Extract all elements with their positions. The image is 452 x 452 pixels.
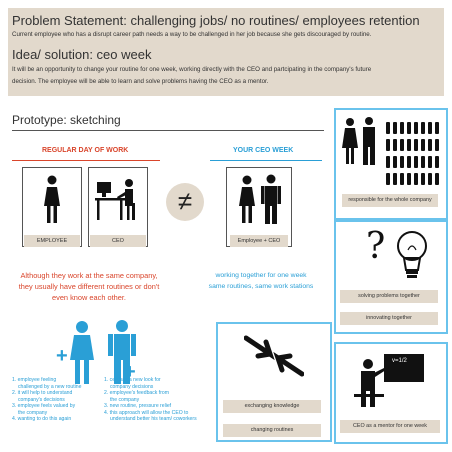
list-item: company's decisions	[18, 396, 65, 403]
ceo-week-title: YOUR CEO WEEK	[233, 147, 294, 154]
not-equal-icon: ≠	[166, 183, 204, 221]
list-item: challenged by a new routine	[18, 383, 82, 390]
responsible-card	[334, 108, 448, 220]
regular-description-line: they usually have different routines or don't	[18, 282, 160, 291]
list-item: 4. this approach will allow the CEO to	[104, 409, 189, 416]
innovating-label: innovating together	[340, 312, 438, 325]
list-item: the company	[110, 396, 140, 403]
regular-description-line: Although they work at the same company,	[20, 271, 158, 280]
ceo-week-description-line: same routines, same work stations	[208, 283, 314, 290]
plus-icon: +	[124, 361, 136, 383]
employee-ceo-label: Employee + CEO	[230, 235, 288, 247]
list-item: 2. employee's feedback from	[104, 390, 169, 396]
list-item: 1. ceo has a new look for	[104, 377, 161, 383]
regular-underline	[12, 160, 160, 161]
title-divider	[12, 130, 324, 131]
list-item: 3. employee feels valued by	[12, 403, 76, 409]
prototype-title: Prototype: sketching	[12, 113, 121, 127]
list-item: 2. it will help to understand	[12, 390, 73, 396]
exchange-arrows-icon	[244, 332, 304, 380]
problem-heading: Problem Statement: challenging jobs/ no routines/ employees retention	[12, 13, 420, 28]
ceo-benefits-list	[104, 377, 214, 423]
exchanging-card	[216, 322, 332, 442]
list-item: company decisions	[110, 383, 154, 390]
regular-day-title: REGULAR DAY OF WORK	[42, 147, 129, 154]
solving-label: solving problems together	[340, 290, 438, 303]
changing-label: changing routines	[223, 424, 321, 437]
regular-description-line: even know each other.	[52, 293, 126, 302]
responsible-label: responsible for the whole company	[342, 194, 438, 207]
board-formula: v=1/2	[392, 358, 407, 364]
list-item: 4. wanting to do this again	[12, 416, 72, 422]
ceo-at-desk-icon	[89, 168, 147, 234]
question-mark-icon: ?	[366, 226, 386, 267]
list-item: understand better his team/ coworkers	[110, 416, 197, 422]
woman-and-man-icon	[227, 168, 291, 234]
list-item: the company	[18, 409, 48, 416]
mentor-card	[334, 342, 448, 444]
ceo-week-description	[196, 270, 326, 292]
list-item: 3. new routine, pressure relief	[104, 403, 172, 409]
ceo-label: CEO	[90, 235, 146, 247]
teacher-board-icon	[350, 350, 430, 412]
team-people-icon	[336, 110, 446, 190]
woman-icon	[23, 168, 81, 234]
lightbulb-icon	[392, 226, 432, 288]
regular-description	[4, 270, 174, 303]
idea-text-2: decision. The employee will be able to learn and solve problems having the CEO as a mentor.	[12, 78, 269, 85]
list-item: 1. employee feeling	[12, 377, 57, 383]
idea-heading: Idea/ solution: ceo week	[12, 47, 152, 62]
solving-card	[334, 220, 448, 334]
exchanging-label: exchanging knowledge	[223, 400, 321, 413]
plus-icon: +	[56, 345, 68, 367]
mentor-label: CEO as a mentor for one week	[340, 420, 440, 433]
ceo-week-description-line: working together for one week	[215, 272, 307, 279]
employee-label: EMPLOYEE	[24, 235, 80, 247]
ceo-week-underline	[210, 160, 322, 161]
idea-text-1: It will be an opportunity to change your routine for one week, working directly with the CEO and partcipating in the company's future	[12, 66, 372, 73]
problem-text: Current employee who has a disrupt career path needs a way to be challenged in her job because she gets discouraged by routine.	[12, 31, 372, 38]
employee-benefits-list	[12, 377, 102, 423]
